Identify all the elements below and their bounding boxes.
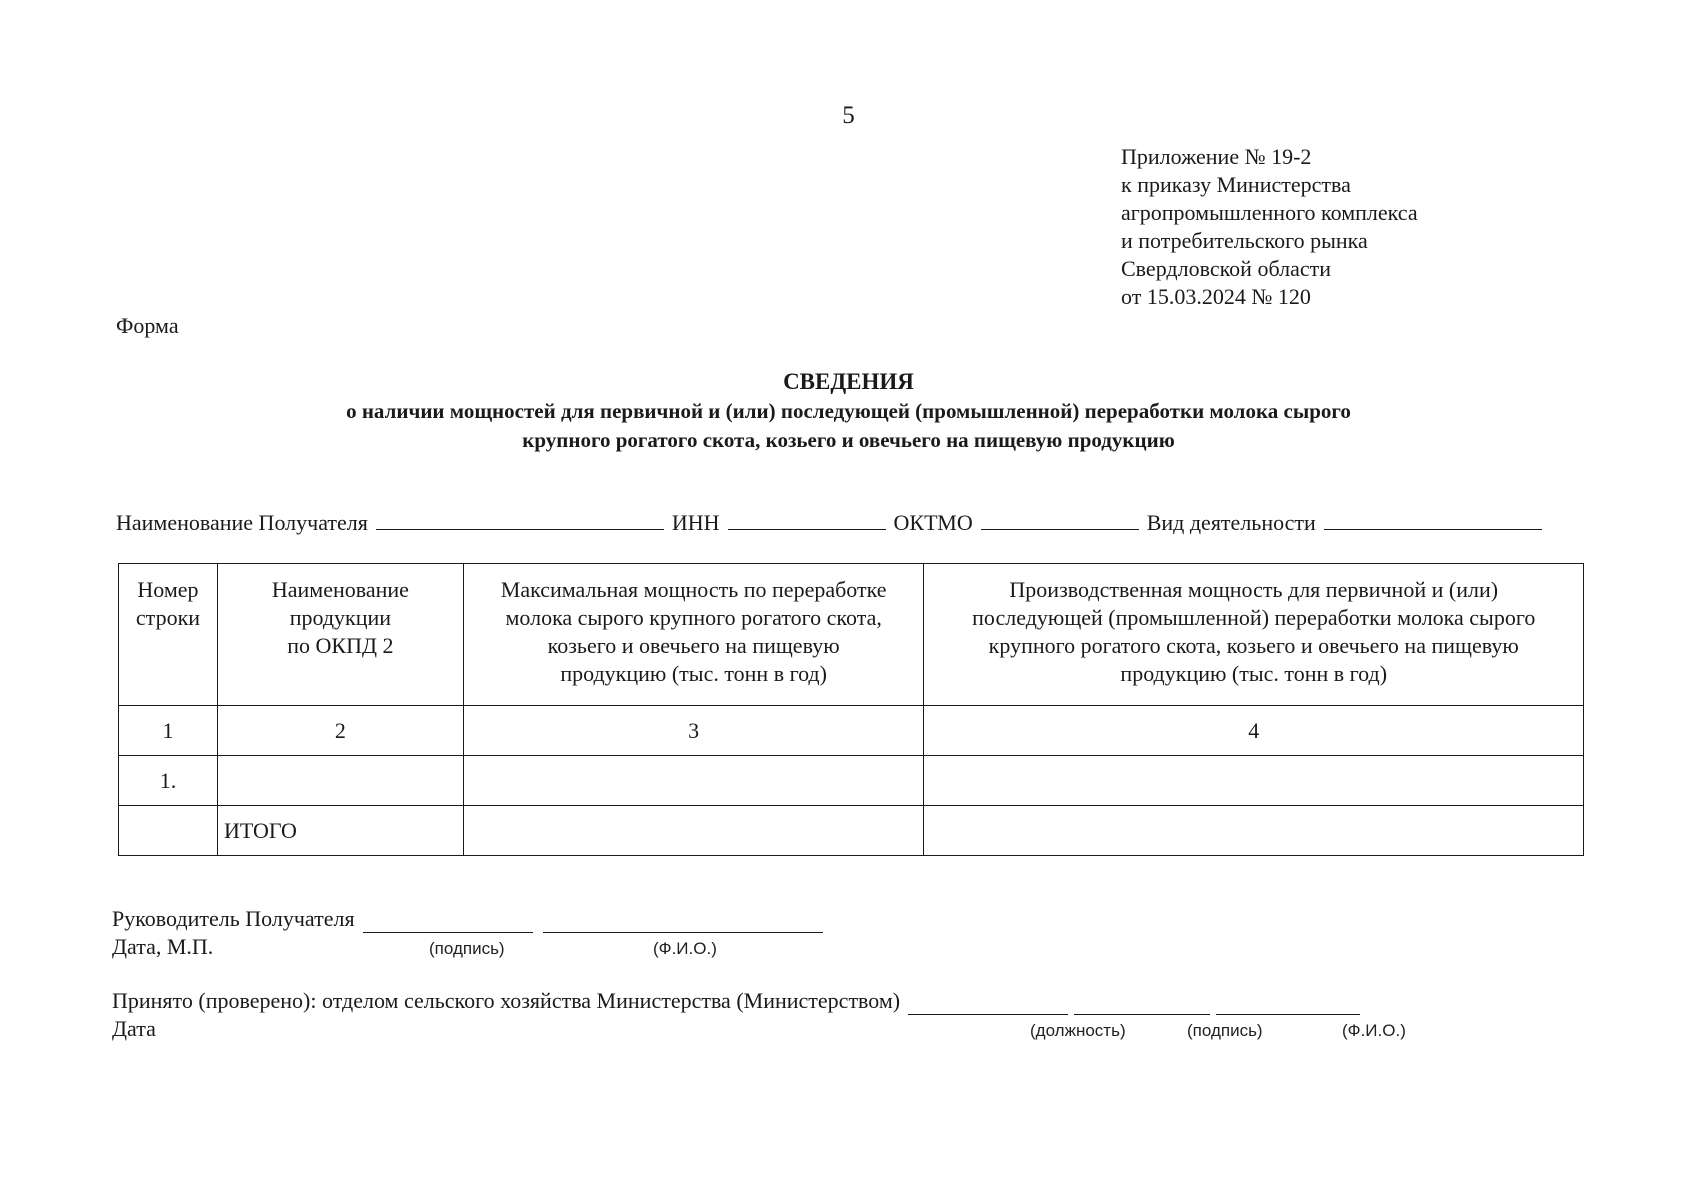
accepted-position-field[interactable] xyxy=(908,994,1068,1015)
head-signature-field[interactable] xyxy=(363,912,533,933)
head-caption-line xyxy=(112,933,823,961)
capacity-table xyxy=(118,563,1584,856)
appendix-line: от 15.03.2024 № 120 xyxy=(1121,284,1311,309)
column-number-row xyxy=(119,706,1584,756)
oktmo-label: ОКТМО xyxy=(893,510,973,535)
head-signature-line xyxy=(112,905,823,933)
caption-name: (Ф.И.О.) xyxy=(1342,1021,1406,1040)
production-capacity-cell[interactable] xyxy=(924,756,1584,806)
title-line-2: крупного рогатого скота, козьего и овечьего на пищевую продукцию xyxy=(522,428,1175,452)
column-number: 3 xyxy=(463,706,924,756)
header-max-capacity: Максимальная мощность по переработке молока сырого крупного рогатого скота, козьего и овечьего на пищевую продукцию (тыс. тонн в год) xyxy=(463,564,924,706)
document-title xyxy=(0,367,1697,455)
accepted-label: Принято (проверено): отделом сельского хозяйства Министерства (Министерством) xyxy=(112,988,901,1013)
caption-signature: (подпись) xyxy=(1187,1021,1263,1040)
appendix-line: к приказу Министерства xyxy=(1121,172,1351,197)
appendix-line: агропромышленного комплекса xyxy=(1121,200,1418,225)
total-row xyxy=(119,806,1584,856)
accepted-date-label: Дата xyxy=(112,1016,156,1041)
column-number: 4 xyxy=(924,706,1584,756)
head-name-field[interactable] xyxy=(543,912,823,933)
total-production-capacity-cell[interactable] xyxy=(924,806,1584,856)
total-max-capacity-cell[interactable] xyxy=(463,806,924,856)
accepted-block xyxy=(112,987,1406,1043)
table-row xyxy=(119,756,1584,806)
appendix-block xyxy=(1121,143,1418,311)
header-product-name: Наименование продукции по ОКПД 2 xyxy=(217,564,463,706)
title-main: СВЕДЕНИЯ xyxy=(783,369,914,394)
accepted-caption-line xyxy=(112,1015,1406,1043)
appendix-line: Свердловской области xyxy=(1121,256,1331,281)
table-header-row xyxy=(119,564,1584,706)
header-row-number: Номер строки xyxy=(119,564,218,706)
page-number: 5 xyxy=(842,102,855,129)
inn-label: ИНН xyxy=(671,510,720,535)
date-stamp-label: Дата, М.П. xyxy=(112,934,214,959)
accepted-name-field[interactable] xyxy=(1216,994,1360,1015)
product-name-cell[interactable] xyxy=(217,756,463,806)
caption-name: (Ф.И.О.) xyxy=(653,939,717,958)
header-production-capacity: Производственная мощность для первичной и (или) последующей (промышленной) переработки молока сырого крупного рогатого скота, козьего и овечьего на пищевую продукцию (тыс. тонн в год) xyxy=(924,564,1584,706)
total-label-cell: ИТОГО xyxy=(217,806,463,856)
head-signature-block xyxy=(112,905,823,961)
head-label: Руководитель Получателя xyxy=(112,906,355,931)
accepted-signature-field[interactable] xyxy=(1074,994,1210,1015)
title-line-1: о наличии мощностей для первичной и (или) последующей (промышленной) переработки молока сырого xyxy=(346,399,1351,423)
appendix-line: и потребительского рынка xyxy=(1121,228,1368,253)
recipient-name-label: Наименование Получателя xyxy=(116,510,368,535)
caption-signature: (подпись) xyxy=(429,939,505,958)
caption-position: (должность) xyxy=(1030,1021,1126,1040)
form-label: Форма xyxy=(116,313,179,338)
appendix-line: Приложение № 19-2 xyxy=(1121,144,1312,169)
inn-field[interactable] xyxy=(728,509,886,530)
recipient-line xyxy=(116,509,1550,536)
column-number: 1 xyxy=(119,706,218,756)
row-number-cell: 1. xyxy=(119,756,218,806)
column-number: 2 xyxy=(217,706,463,756)
oktmo-field[interactable] xyxy=(981,509,1139,530)
activity-label: Вид деятельности xyxy=(1146,510,1316,535)
max-capacity-cell[interactable] xyxy=(463,756,924,806)
accepted-line xyxy=(112,987,1360,1015)
activity-field[interactable] xyxy=(1324,509,1542,530)
total-row-number-cell xyxy=(119,806,218,856)
recipient-name-field[interactable] xyxy=(376,509,664,530)
